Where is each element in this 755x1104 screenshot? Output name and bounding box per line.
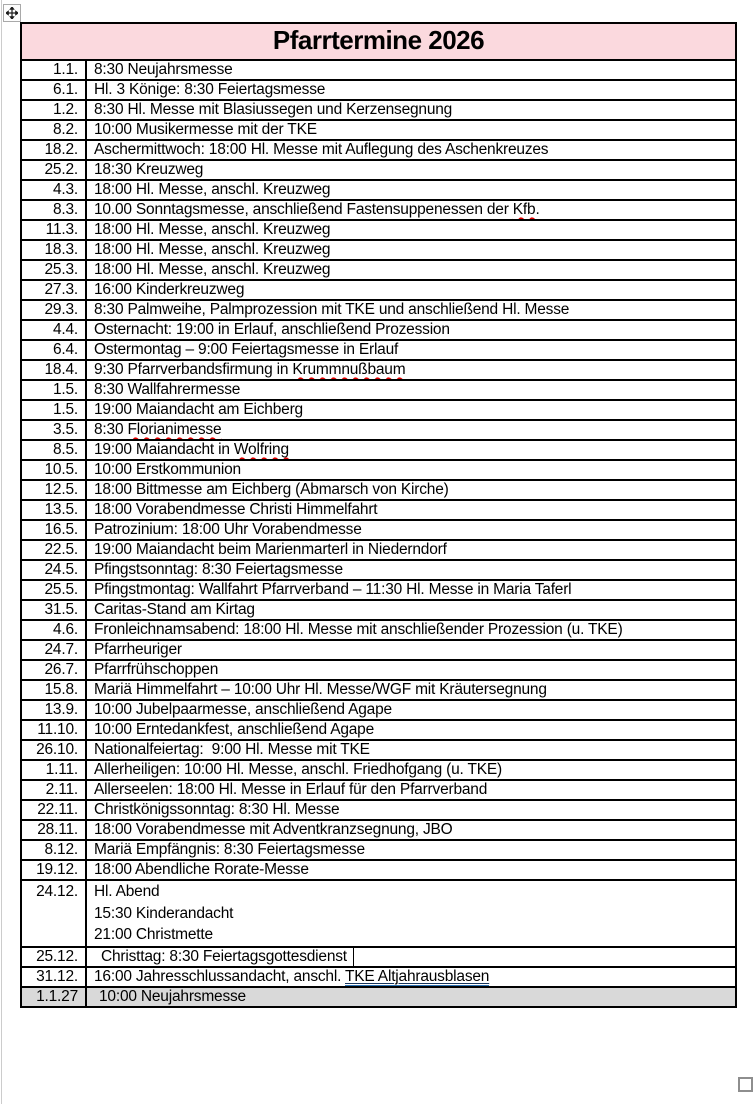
table-row — [21, 120, 736, 140]
event-text: Pfingstsonntag: 8:30 Feiertagsmesse — [94, 561, 343, 578]
event-line: 21:00 Christmette — [94, 926, 213, 944]
table-row — [21, 480, 736, 500]
event-cell[interactable] — [86, 800, 736, 820]
table-row — [21, 660, 736, 680]
event-text: Allerseelen: 18:00 Hl. Messe in Erlauf für den Pfarrverband — [94, 781, 488, 798]
date-cell[interactable]: 11.10. — [21, 720, 86, 740]
table-row — [21, 620, 736, 640]
event-cell[interactable] — [86, 480, 736, 500]
event-text: 18:00 Abendliche Rorate-Messe — [94, 861, 309, 878]
event-cell[interactable] — [86, 60, 736, 80]
event-cell[interactable] — [86, 380, 736, 400]
spelling-marked-text[interactable]: Kfb. — [512, 201, 540, 218]
event-text: 18:00 Hl. Messe, anschl. Kreuzweg — [94, 221, 331, 238]
table-row — [21, 680, 736, 700]
event-text: 8:30 — [94, 421, 128, 438]
event-cell[interactable] — [86, 880, 736, 947]
date-cell[interactable]: 1.11. — [21, 760, 86, 780]
event-text: 10:00 Jubelpaarmesse, anschließend Agape — [94, 701, 392, 718]
date-cell[interactable]: 19.12. — [21, 860, 86, 880]
date-cell[interactable]: 4.6. — [21, 620, 86, 640]
event-cell[interactable] — [86, 200, 736, 220]
event-text: 18:30 Kreuzweg — [94, 161, 204, 178]
event-cell[interactable] — [86, 260, 736, 280]
table-row — [21, 160, 736, 180]
date-cell[interactable]: 22.11. — [21, 800, 86, 820]
event-text: Pfingstmontag: Wallfahrt Pfarrverband – 11:30 Hl. Messe in Maria Taferl — [94, 581, 572, 598]
table-row — [21, 947, 736, 967]
date-cell[interactable]: 31.5. — [21, 600, 86, 620]
event-cell[interactable] — [86, 520, 736, 540]
event-text: Pfarrheuriger — [94, 641, 182, 658]
event-text: 8:30 Neujahrsmesse — [94, 61, 233, 78]
table-header-row — [21, 23, 736, 60]
date-cell[interactable]: 13.5. — [21, 500, 86, 520]
table-row — [21, 320, 736, 340]
date-cell[interactable]: 3.5. — [21, 420, 86, 440]
event-cell[interactable] — [86, 440, 736, 460]
event-text: 19:00 Maiandacht am Eichberg — [94, 401, 303, 418]
date-cell[interactable]: 1.5. — [21, 380, 86, 400]
date-cell[interactable]: 31.12. — [21, 967, 86, 987]
event-cell[interactable] — [86, 820, 736, 840]
table-row — [21, 260, 736, 280]
date-cell[interactable]: 18.3. — [21, 240, 86, 260]
table-row — [21, 200, 736, 220]
date-cell[interactable]: 28.11. — [21, 820, 86, 840]
event-text: Christtag: 8:30 Feiertagsgottesdienst — [94, 948, 354, 966]
event-text: 18:00 Vorabendmesse mit Adventkranzsegnung, JBO — [94, 821, 453, 838]
table-resize-handle[interactable] — [738, 1077, 753, 1092]
event-cell[interactable] — [86, 280, 736, 300]
table-row — [21, 300, 736, 320]
date-cell[interactable]: 4.3. — [21, 180, 86, 200]
event-text: Aschermittwoch: 18:00 Hl. Messe mit Auflegung des Aschenkreuzes — [94, 141, 549, 158]
table-row — [21, 860, 736, 880]
event-cell[interactable] — [86, 660, 736, 680]
event-text: 16:00 Kinderkreuzweg — [94, 281, 245, 298]
event-cell[interactable] — [86, 620, 736, 640]
event-cell[interactable] — [86, 840, 736, 860]
event-text: 18:00 Hl. Messe, anschl. Kreuzweg — [94, 261, 331, 278]
event-cell[interactable] — [86, 420, 736, 440]
event-line: Hl. Abend — [94, 883, 160, 900]
event-text: Allerheiligen: 10:00 Hl. Messe, anschl. Friedhofgang (u. TKE) — [94, 761, 502, 778]
date-cell[interactable]: 11.3. — [21, 220, 86, 240]
event-cell[interactable] — [86, 760, 736, 780]
event-text: Pfarrfrühschoppen — [94, 661, 219, 678]
event-text: Hl. 3 Könige: 8:30 Feiertagsmesse — [94, 81, 326, 98]
date-cell[interactable]: 1.5. — [21, 400, 86, 420]
date-cell[interactable]: 6.4. — [21, 340, 86, 360]
spelling-marked-text[interactable]: Wolfring — [233, 441, 289, 458]
event-cell[interactable] — [86, 720, 736, 740]
date-cell[interactable]: 4.4. — [21, 320, 86, 340]
event-cell[interactable] — [86, 740, 736, 760]
event-cell[interactable] — [86, 987, 736, 1007]
grammar-marked-text[interactable]: TKE Altjahrausblasen — [345, 967, 490, 985]
table-row — [21, 820, 736, 840]
date-cell[interactable]: 25.3. — [21, 260, 86, 280]
date-cell[interactable]: 15.8. — [21, 680, 86, 700]
date-cell[interactable]: 25.2. — [21, 160, 86, 180]
table-row — [21, 880, 736, 947]
table-row — [21, 220, 736, 240]
event-cell[interactable] — [86, 140, 736, 160]
event-cell[interactable] — [86, 500, 736, 520]
event-cell[interactable] — [86, 220, 736, 240]
event-cell[interactable] — [86, 80, 736, 100]
event-text: 19:00 Maiandacht beim Marienmarterl in Niederndorf — [94, 541, 447, 558]
table-row — [21, 600, 736, 620]
date-cell[interactable]: 29.3. — [21, 300, 86, 320]
event-cell[interactable] — [86, 180, 736, 200]
table-row — [21, 460, 736, 480]
event-cell[interactable] — [86, 100, 736, 120]
event-text: Ostermontag – 9:00 Feiertagsmesse in Erlauf — [94, 341, 399, 358]
table-row — [21, 380, 736, 400]
table-row — [21, 100, 736, 120]
date-cell[interactable]: 18.2. — [21, 140, 86, 160]
event-text: 18:00 Hl. Messe, anschl. Kreuzweg — [94, 181, 331, 198]
spelling-marked-text[interactable]: Florianimesse — [127, 421, 222, 438]
table-row — [21, 340, 736, 360]
date-cell[interactable]: 8.2. — [21, 120, 86, 140]
event-text: Nationalfeiertag: 9:00 Hl. Messe mit TKE — [94, 741, 370, 758]
table-row — [21, 987, 736, 1007]
table-row — [21, 760, 736, 780]
table-row — [21, 180, 736, 200]
date-cell[interactable]: 24.5. — [21, 560, 86, 580]
event-text: Fronleichnamsabend: 18:00 Hl. Messe mit anschließender Prozession (u. TKE) — [94, 621, 623, 638]
event-text: 8:30 Hl. Messe mit Blasiussegen und Kerzensegnung — [94, 101, 453, 118]
event-text: 16:00 Jahresschlussandacht, anschl. — [94, 967, 346, 985]
table-move-handle-icon — [6, 7, 18, 19]
date-cell[interactable]: 16.5. — [21, 520, 86, 540]
date-cell[interactable]: 6.1. — [21, 80, 86, 100]
event-cell[interactable] — [86, 160, 736, 180]
event-cell[interactable] — [86, 580, 736, 600]
event-text: Caritas-Stand am Kirtag — [94, 601, 255, 618]
date-cell[interactable]: 25.5. — [21, 580, 86, 600]
event-cell[interactable] — [86, 860, 736, 880]
event-text: Christkönigssonntag: 8:30 Hl. Messe — [94, 801, 340, 818]
table-row — [21, 60, 736, 80]
event-cell[interactable] — [86, 540, 736, 560]
table-row — [21, 840, 736, 860]
event-text: 18:00 Bittmesse am Eichberg (Abmarsch von Kirche) — [94, 481, 449, 498]
event-text: 10:00 Neujahrsmesse — [99, 987, 246, 1005]
event-cell[interactable] — [86, 680, 736, 700]
date-cell[interactable]: 24.7. — [21, 640, 86, 660]
event-text: 8:30 Palmweihe, Palmprozession mit TKE und anschließend Hl. Messe — [94, 301, 570, 318]
table-row — [21, 560, 736, 580]
split-cell-wrap — [94, 948, 728, 966]
date-cell[interactable]: 8.5. — [21, 440, 86, 460]
table-title[interactable]: Pfarrtermine 2026 — [21, 23, 736, 60]
table-row — [21, 420, 736, 440]
empty-cell-segment[interactable] — [354, 948, 728, 966]
event-cell[interactable] — [86, 700, 736, 720]
table-row — [21, 967, 736, 987]
event-cell[interactable] — [86, 460, 736, 480]
date-cell[interactable]: 22.5. — [21, 540, 86, 560]
event-cell[interactable] — [86, 340, 736, 360]
event-cell[interactable] — [86, 560, 736, 580]
table-row — [21, 140, 736, 160]
event-cell[interactable] — [86, 120, 736, 140]
event-text: 19:00 Maiandacht in — [94, 441, 234, 458]
event-cell[interactable] — [86, 967, 736, 987]
event-cell[interactable] — [86, 320, 736, 340]
event-cell[interactable] — [86, 780, 736, 800]
table-row — [21, 280, 736, 300]
event-text: 9:30 Pfarrverbandsfirmung in — [94, 361, 293, 378]
table-row — [21, 540, 736, 560]
parish-events-table — [20, 22, 737, 1008]
table-row — [21, 520, 736, 540]
event-text: 10.00 Sonntagsmesse, anschließend Fastensuppenessen der — [94, 201, 513, 218]
spelling-marked-text[interactable]: Krummnußbaum — [292, 361, 406, 378]
table-row — [21, 80, 736, 100]
event-text: 10:00 Erntedankfest, anschließend Agape — [94, 721, 375, 738]
event-text: 18:00 Hl. Messe, anschl. Kreuzweg — [94, 241, 331, 258]
event-text: 10:00 Erstkommunion — [94, 461, 241, 478]
event-text: 10:00 Musikermesse mit der TKE — [94, 121, 317, 138]
event-cell[interactable] — [86, 640, 736, 660]
date-cell[interactable]: 18.4. — [21, 360, 86, 380]
event-line: 15:30 Kinderandacht — [94, 904, 234, 922]
table-row — [21, 440, 736, 460]
date-cell[interactable]: 13.9. — [21, 700, 86, 720]
date-cell[interactable]: 12.5. — [21, 480, 86, 500]
event-cell[interactable] — [86, 240, 736, 260]
document-canvas-edge — [1, 0, 2, 1104]
event-text: Mariä Empfängnis: 8:30 Feiertagsmesse — [94, 841, 365, 858]
date-cell[interactable]: 8.3. — [21, 200, 86, 220]
date-cell[interactable]: 1.1. — [21, 60, 86, 80]
table-row — [21, 360, 736, 380]
event-cell[interactable] — [86, 300, 736, 320]
event-text: Osternacht: 19:00 in Erlauf, anschließend Prozession — [94, 321, 450, 338]
date-cell[interactable]: 26.7. — [21, 660, 86, 680]
event-cell[interactable] — [86, 400, 736, 420]
table-row — [21, 580, 736, 600]
date-cell[interactable]: 1.1.27 — [21, 987, 86, 1007]
date-cell[interactable]: 24.12. — [21, 880, 86, 947]
table-row — [21, 720, 736, 740]
event-cell[interactable] — [86, 947, 736, 967]
table-row — [21, 700, 736, 720]
table-row — [21, 500, 736, 520]
table-row — [21, 800, 736, 820]
table-move-handle[interactable] — [3, 4, 21, 22]
date-cell[interactable]: 26.10. — [21, 740, 86, 760]
event-text: 18:00 Vorabendmesse Christi Himmelfahrt — [94, 501, 378, 518]
event-cell[interactable] — [86, 360, 736, 380]
table-row — [21, 240, 736, 260]
event-text: Patrozinium: 18:00 Uhr Vorabendmesse — [94, 521, 362, 538]
table-row — [21, 400, 736, 420]
date-cell[interactable]: 27.3. — [21, 280, 86, 300]
date-cell[interactable]: 2.11. — [21, 780, 86, 800]
date-cell[interactable]: 8.12. — [21, 840, 86, 860]
event-cell[interactable] — [86, 600, 736, 620]
date-cell[interactable]: 1.2. — [21, 100, 86, 120]
table-row — [21, 640, 736, 660]
table-row — [21, 740, 736, 760]
table-row — [21, 780, 736, 800]
event-text: Mariä Himmelfahrt – 10:00 Uhr Hl. Messe/WGF mit Kräutersegnung — [94, 681, 547, 698]
event-text: 8:30 Wallfahrermesse — [94, 381, 241, 398]
date-cell[interactable]: 25.12. — [21, 947, 86, 967]
date-cell[interactable]: 10.5. — [21, 460, 86, 480]
